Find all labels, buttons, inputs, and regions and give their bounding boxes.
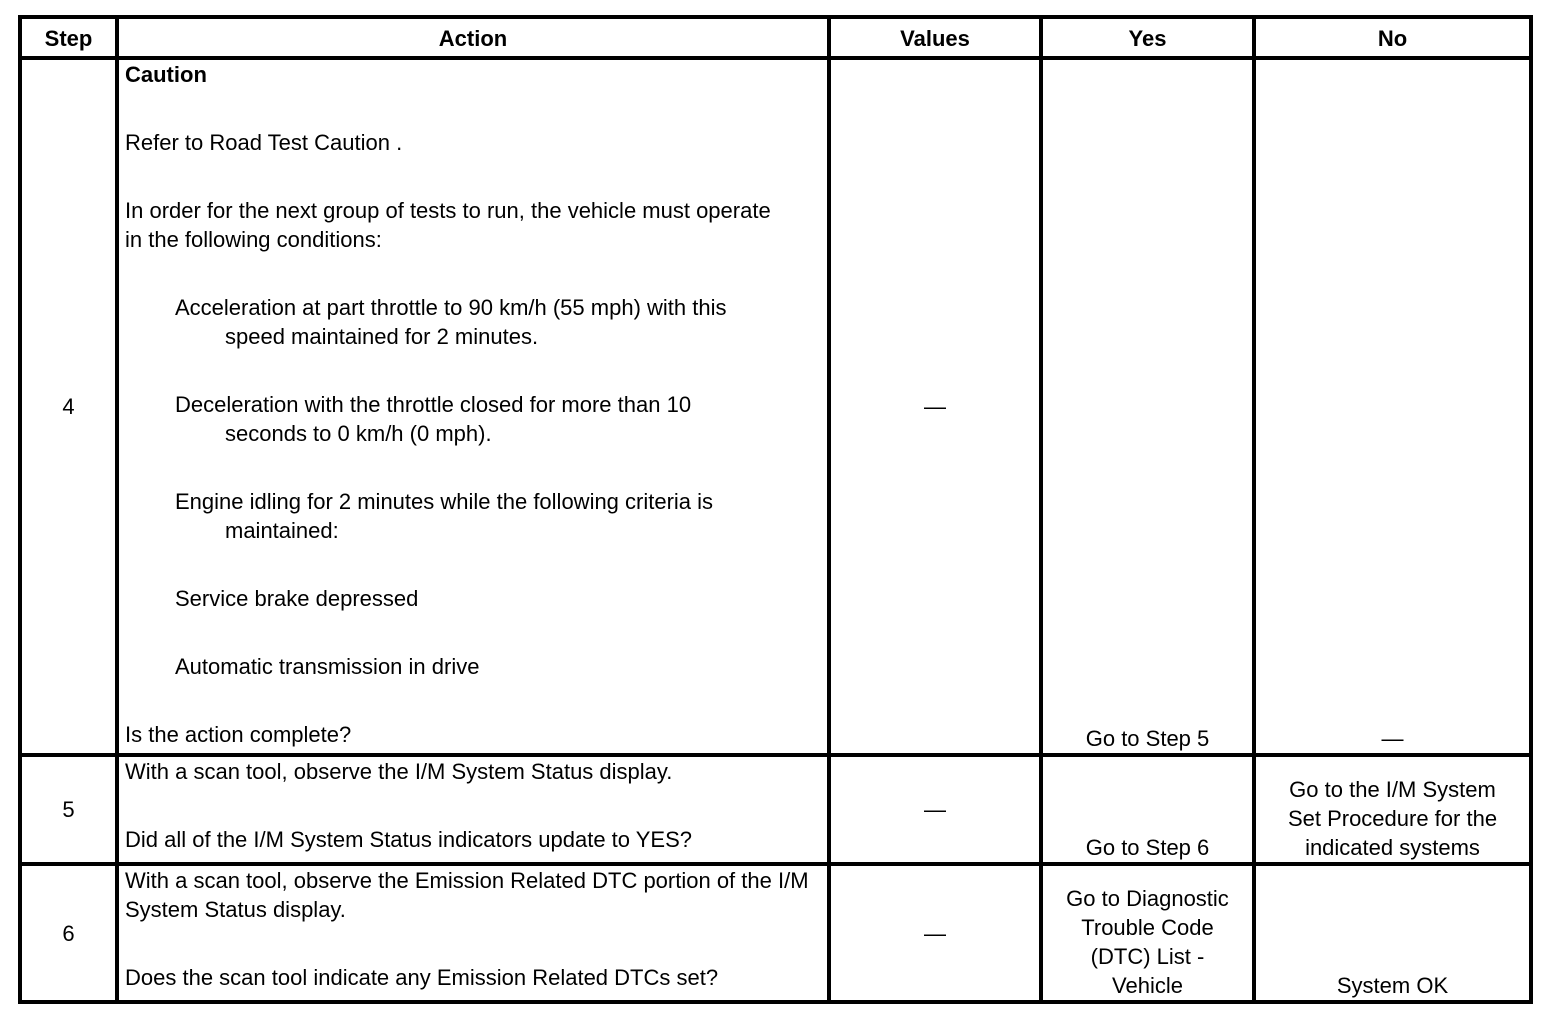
condition-item [125,487,821,545]
caution-reference: Refer to Road Test Caution . [125,130,403,155]
question-text: Is the action complete? [125,722,352,747]
action-cell [117,755,829,864]
values-cell: — [829,58,1041,755]
condition-text-continued: maintained: [225,518,339,543]
no-cell: Go to the I/M System Set Procedure for the indicated systems [1254,755,1531,864]
header-action: Action [117,17,829,58]
step-number: 5 [20,755,117,864]
condition-text: Deceleration with the throttle closed for more than 10 [175,392,692,417]
no-cell: System OK [1254,864,1531,1002]
header-yes: Yes [1041,17,1254,58]
action-cell [117,864,829,1002]
condition-text-continued: speed maintained for 2 minutes. [225,324,539,349]
condition-item [125,390,821,448]
step-number: 6 [20,864,117,1002]
action-text: With a scan tool, observe the Emission Related DTC portion of the I/M System Status display. [125,868,809,922]
step-number: 4 [20,58,117,755]
header-no: No [1254,17,1531,58]
values-cell: — [829,864,1041,1002]
action-text: With a scan tool, observe the I/M System Status display. [125,759,673,784]
criteria-item: Automatic transmission in drive [175,654,480,679]
condition-text-continued: seconds to 0 km/h (0 mph). [225,421,492,446]
criteria-item: Service brake depressed [175,586,419,611]
table-row-step-5 [20,755,1531,864]
action-cell [117,58,829,755]
yes-cell: Go to Diagnostic Trouble Code (DTC) List - Vehicle [1041,864,1254,1002]
question-text: Does the scan tool indicate any Emission Related DTCs set? [125,965,719,990]
header-step: Step [20,17,117,58]
header-row [20,17,1531,58]
table-row-step-6 [20,864,1531,1002]
question-text: Did all of the I/M System Status indicators update to YES? [125,827,692,852]
table-row-step-4 [20,58,1531,755]
no-cell: — [1254,58,1531,755]
condition-item [125,293,821,351]
yes-cell: Go to Step 6 [1041,755,1254,864]
values-cell: — [829,755,1041,864]
header-values: Values [829,17,1041,58]
caution-title: Caution [125,62,207,87]
diagnostic-steps-table [18,15,1533,1004]
condition-text: Engine idling for 2 minutes while the following criteria is [175,489,714,514]
conditions-intro: In order for the next group of tests to run, the vehicle must operate in the following conditions: [125,198,771,252]
yes-cell: Go to Step 5 [1041,58,1254,755]
condition-text: Acceleration at part throttle to 90 km/h (55 mph) with this [175,295,727,320]
